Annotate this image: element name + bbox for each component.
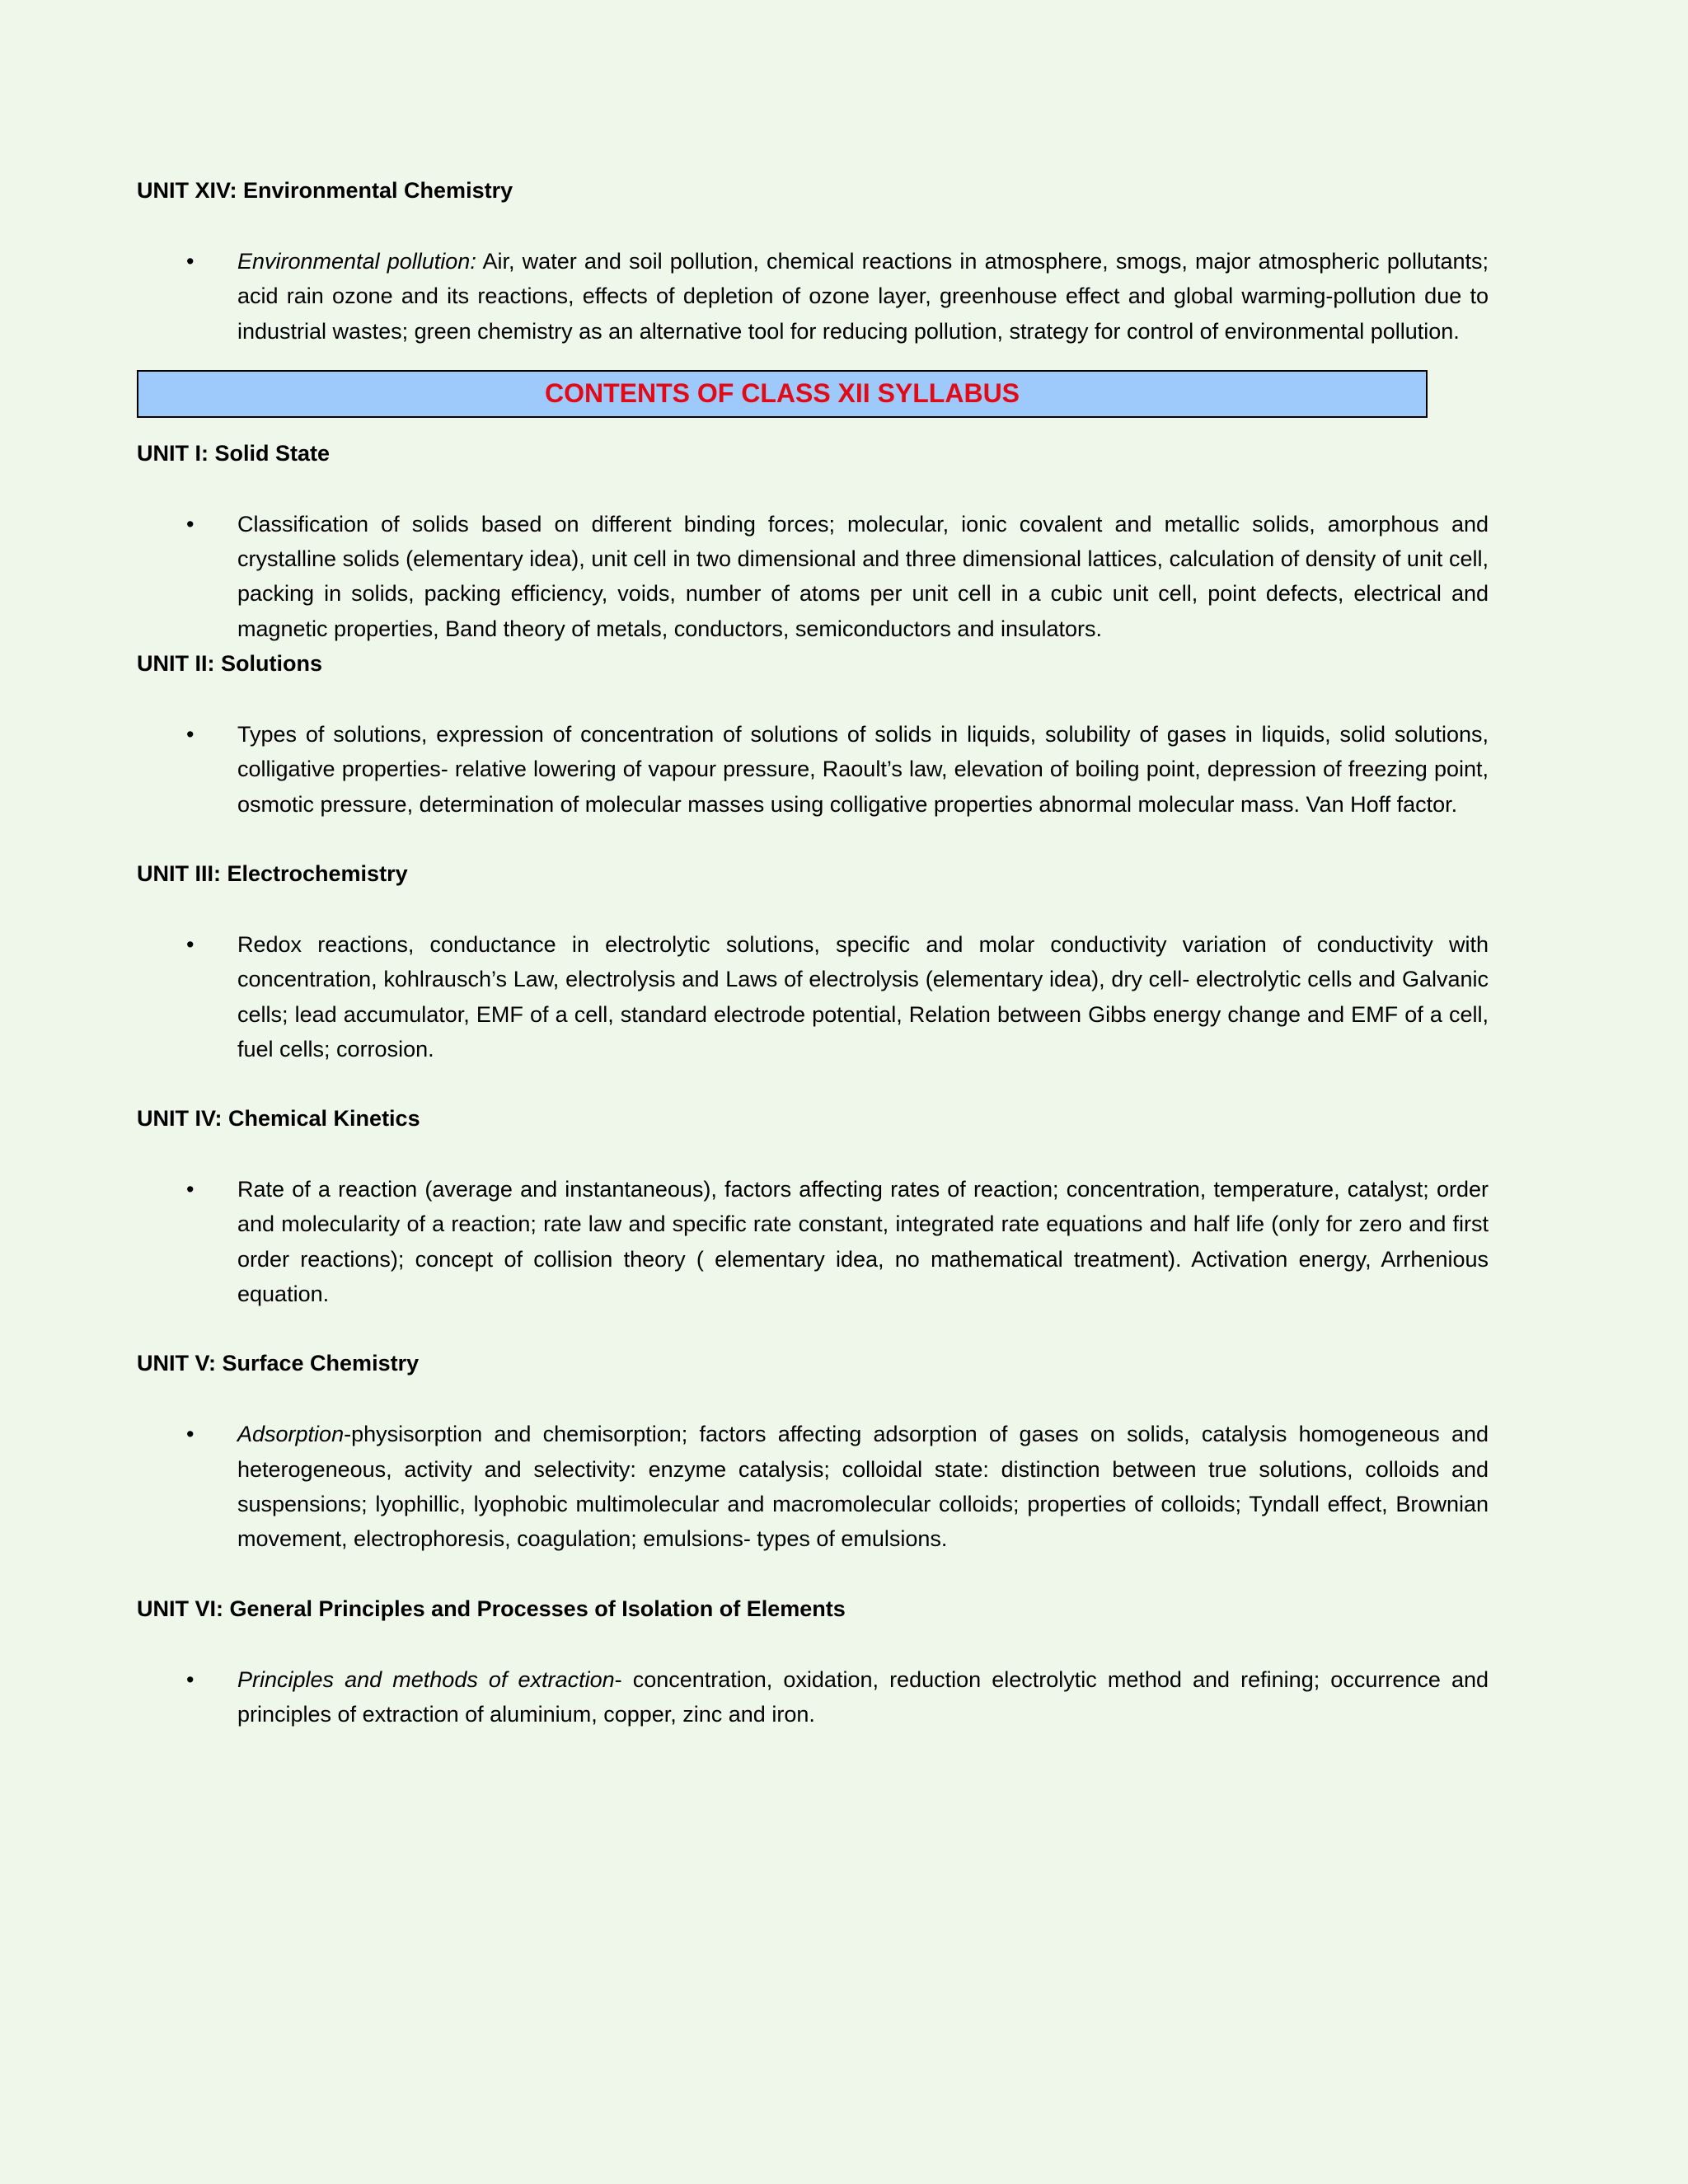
- bullet-icon: •: [186, 1666, 195, 1692]
- unit-5-heading: UNIT V: Surface Chemistry: [137, 1351, 420, 1376]
- unit-3-text: Redox reactions, conductance in electrolytic solutions, specific and molar conductivity variation of conductivity with concentration, kohlrausch’s Law, electrolysis and Laws of electrolysis (elementary idea), dry cell- electrolytic cells and Galvanic cells; lead accumulator, EMF of a cell, standard electrode potential, Relation between Gibbs energy change and EMF of a cell, fuel cells; corrosion.: [237, 931, 1489, 1062]
- unit-6-heading: UNIT VI: General Principles and Processes of Isolation of Elements: [137, 1596, 846, 1621]
- banner-title: CONTENTS OF CLASS XII SYLLABUS: [544, 378, 1020, 409]
- bullet-icon: •: [186, 511, 195, 537]
- unit-2-heading: UNIT II: Solutions: [137, 651, 322, 677]
- bullet-icon: •: [186, 931, 195, 957]
- section-banner: [137, 370, 1428, 418]
- unit-6-item: [137, 1662, 1489, 1732]
- bullet-icon: •: [186, 722, 195, 748]
- unit-2-item: [137, 717, 1489, 822]
- unit-6-text: [237, 1662, 1489, 1732]
- unit-5-lead: Adsorption: [237, 1422, 345, 1447]
- bullet-icon: •: [186, 1422, 195, 1447]
- unit-14-heading: UNIT XIV: Environmental Chemistry: [137, 178, 513, 203]
- unit-6-lead: Principles and methods of extraction: [237, 1666, 615, 1692]
- unit-4-heading: UNIT IV: Chemical Kinetics: [137, 1106, 420, 1132]
- unit-14-text: [237, 244, 1489, 349]
- unit-1-item: [137, 507, 1489, 646]
- bullet-icon: •: [186, 1177, 195, 1202]
- unit-1-text: Classification of solids based on different binding forces; molecular, ionic covalent and metallic solids, amorphous and crystalline solids (elementary idea), unit cell in two dimensional and three dimensional lattices, calculation of density of unit cell, packing in solids, packing efficiency, voids, number of atoms per unit cell in a cubic unit cell, point defects, electrical and magnetic properties, Band theory of metals, conductors, semiconductors and insulators.: [237, 511, 1489, 641]
- unit-5-item: [137, 1417, 1489, 1556]
- bullet-icon: •: [186, 249, 195, 274]
- unit-14-body: Air, water and soil pollution, chemical reactions in atmosphere, smogs, major atmospheric pollutants; acid rain ozone and its reactions, effects of depletion of ozone layer, greenhouse effect and global warming-pollution due to industrial wastes; green chemistry as an alternative tool for reducing pollution, strategy for control of environmental pollution.: [237, 249, 1489, 344]
- unit-1-heading: UNIT I: Solid State: [137, 440, 331, 466]
- unit-2-text: Types of solutions, expression of concentration of solutions of solids in liquids, solubility of gases in liquids, solid solutions, colligative properties- relative lowering of vapour pressure, Raoult’s law, elevation of boiling point, depression of freezing point, osmotic pressure, determination of molecular masses using colligative properties abnormal molecular mass. Van Hoff factor.: [237, 722, 1489, 817]
- unit-5-text: [237, 1417, 1489, 1556]
- unit-4-item: [137, 1172, 1489, 1311]
- unit-6-body: - concentration, oxidation, reduction electrolytic method and refining; occurrence and principles of extraction of aluminium, copper, zinc and iron.: [237, 1666, 1489, 1727]
- unit-3-item: [137, 927, 1489, 1066]
- unit-3-heading: UNIT III: Electrochemistry: [137, 860, 408, 886]
- unit-5-body: -physisorption and chemisorption; factors affecting adsorption of gases on solids, catalysis homogeneous and heterogeneous, activity and selectivity: enzyme catalysis; colloidal state: distinction between true solutions, colloids and suspensions; lyophillic, lyophobic multimolecular and macromolecular colloids; properties of colloids; Tyndall effect, Brownian movement, electrophoresis, coagulation; emulsions- types of emulsions.: [237, 1422, 1489, 1552]
- document-page: [137, 173, 1489, 1732]
- unit-4-text: Rate of a reaction (average and instantaneous), factors affecting rates of reaction; concentration, temperature, catalyst; order and molecularity of a reaction; rate law and specific rate constant, integrated rate equations and half life (only for zero and first order reactions); concept of collision theory ( elementary idea, no mathematical treatment). Activation energy, Arrhenious equation.: [237, 1177, 1489, 1307]
- unit-14-item: [137, 244, 1489, 349]
- unit-14-lead: Environmental pollution:: [237, 249, 476, 274]
